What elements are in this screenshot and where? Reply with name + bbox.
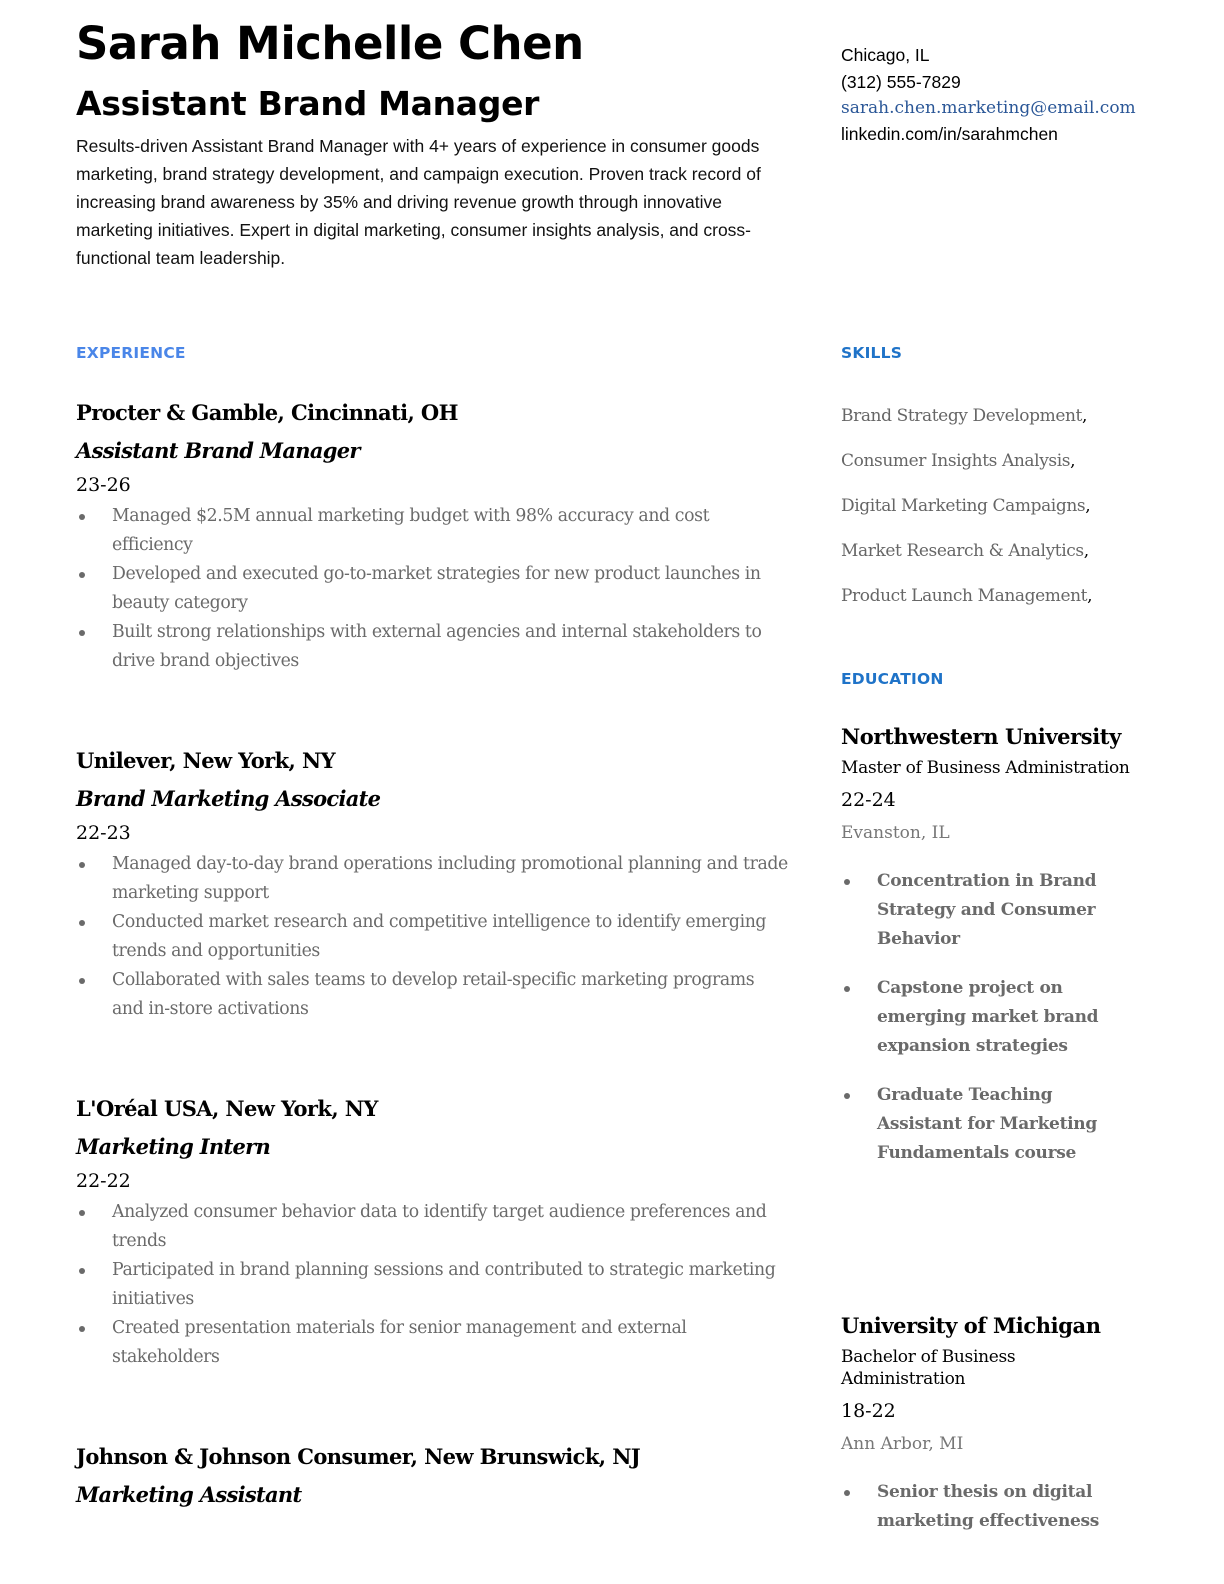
education-bullets <box>841 1478 1131 1536</box>
job-role: Brand Marketing Associate <box>76 786 381 811</box>
degree-name: Bachelor of Business Administration <box>841 1347 1016 1389</box>
skills-heading: SKILLS <box>841 344 903 362</box>
contact-location: Chicago, IL <box>841 45 930 65</box>
bullet-text: Built strong relationships with external agencies and internal stakeholders to drive brand objectives <box>112 622 762 671</box>
bullet-icon <box>844 986 850 992</box>
skill-item <box>841 394 1141 439</box>
bullet-icon <box>79 514 85 520</box>
bullet-icon <box>844 1490 850 1496</box>
job-bullet <box>76 966 788 1024</box>
job-dates: 22-23 <box>76 822 131 844</box>
degree-name: Master of Business Administration <box>841 758 1130 778</box>
job-entry <box>76 1094 788 1372</box>
resume-header <box>76 14 786 272</box>
bullet-text: Conducted market research and competitive intelligence to identify emerging trends and opportunities <box>112 912 767 961</box>
bullet-text: Participated in brand planning sessions and contributed to strategic marketing initiatives <box>112 1260 776 1309</box>
job-bullet <box>76 618 788 676</box>
job-bullet <box>76 1314 788 1372</box>
skill-item <box>841 574 1141 619</box>
education-entry <box>841 723 1131 1188</box>
skill-separator: , <box>1070 451 1076 471</box>
skill-text: Product Launch Management <box>841 586 1088 606</box>
job-bullet <box>76 850 788 908</box>
job-company: Unilever, New York, NY <box>76 748 335 773</box>
bullet-icon <box>79 978 85 984</box>
bullet-icon <box>79 630 85 636</box>
bullet-text: Graduate Teaching Assistant for Marketing Fundamentals course <box>877 1085 1097 1163</box>
bullet-icon <box>79 572 85 578</box>
skill-separator: , <box>1087 586 1093 606</box>
skill-text: Market Research & Analytics <box>841 541 1084 561</box>
bullet-text: Created presentation materials for senior management and external stakeholders <box>112 1318 687 1367</box>
skill-text: Brand Strategy Development <box>841 406 1082 426</box>
job-bullet <box>76 1256 788 1314</box>
education-bullet <box>841 867 1131 954</box>
bullet-icon <box>79 920 85 926</box>
job-role: Marketing Assistant <box>76 1482 302 1507</box>
school-name: University of Michigan <box>841 1313 1101 1338</box>
skill-text: Consumer Insights Analysis <box>841 451 1071 471</box>
job-dates: 23-26 <box>76 474 131 496</box>
bullet-icon <box>79 1210 85 1216</box>
skill-separator: , <box>1081 406 1087 426</box>
contact-linkedin: linkedin.com/in/sarahmchen <box>841 124 1058 144</box>
bullet-icon <box>844 1093 850 1099</box>
bullet-text: Managed day-to-day brand operations including promotional planning and trade marketing support <box>112 854 788 903</box>
bullet-text: Analyzed consumer behavior data to identify target audience preferences and trends <box>112 1202 767 1251</box>
contact-info <box>841 14 1141 148</box>
job-bullets <box>76 850 788 1024</box>
professional-summary: Results-driven Assistant Brand Manager with 4+ years of experience in consumer goods marketing, brand strategy development, and campaign execution. Proven track record of increasing brand awareness by 35% and driving revenue growth through innovative marketing initiatives. Expert in digital marketing, consumer insights analysis, and cross-functional team leadership. <box>76 136 761 268</box>
contact-phone: (312) 555-7829 <box>841 72 961 92</box>
education-bullet <box>841 974 1131 1061</box>
education-bullets <box>841 867 1131 1168</box>
bullet-text: Managed $2.5M annual marketing budget with 98% accuracy and cost efficiency <box>112 506 710 555</box>
bullet-icon <box>844 879 850 885</box>
job-company: L'Oréal USA, New York, NY <box>76 1096 378 1121</box>
skills-list <box>841 394 1141 619</box>
education-location: Ann Arbor, MI <box>841 1434 964 1454</box>
job-company: Johnson & Johnson Consumer, New Brunswick, NJ <box>76 1444 641 1469</box>
skill-item <box>841 484 1141 529</box>
skill-separator: , <box>1083 541 1089 561</box>
candidate-headline: Assistant Brand Manager <box>76 84 540 123</box>
job-bullet <box>76 560 788 618</box>
job-role: Assistant Brand Manager <box>76 438 360 463</box>
education-bullet <box>841 1081 1131 1168</box>
education-dates: 18-22 <box>841 1400 896 1422</box>
job-dates: 22-22 <box>76 1170 131 1192</box>
job-bullets <box>76 502 788 676</box>
education-location: Evanston, IL <box>841 823 950 843</box>
job-bullet <box>76 502 788 560</box>
job-bullet <box>76 908 788 966</box>
candidate-name: Sarah Michelle Chen <box>76 17 584 70</box>
bullet-text: Capstone project on emerging market brand expansion strategies <box>877 978 1099 1056</box>
school-name: Northwestern University <box>841 724 1121 749</box>
bullet-text: Concentration in Brand Strategy and Consumer Behavior <box>877 871 1097 949</box>
job-bullets <box>76 1198 788 1372</box>
bullet-icon <box>79 862 85 868</box>
skill-text: Digital Marketing Campaigns <box>841 496 1086 516</box>
job-role: Marketing Intern <box>76 1134 271 1159</box>
education-bullet <box>841 1478 1131 1536</box>
bullet-text: Collaborated with sales teams to develop retail-specific marketing programs and in-store activations <box>112 970 755 1019</box>
bullet-icon <box>79 1268 85 1274</box>
job-entry <box>76 398 788 676</box>
bullet-icon <box>79 1326 85 1332</box>
job-entry <box>76 1442 788 1510</box>
job-bullet <box>76 1198 788 1256</box>
education-heading: EDUCATION <box>841 670 944 688</box>
education-entry <box>841 1312 1131 1556</box>
bullet-text: Developed and executed go-to-market strategies for new product launches in beauty category <box>112 564 761 613</box>
skill-item <box>841 439 1141 484</box>
job-company: Procter & Gamble, Cincinnati, OH <box>76 400 458 425</box>
job-entry <box>76 746 788 1024</box>
contact-email-link[interactable]: sarah.chen.marketing@email.com <box>841 98 1136 118</box>
skill-separator: , <box>1085 496 1091 516</box>
education-dates: 22-24 <box>841 789 896 811</box>
experience-heading: EXPERIENCE <box>76 344 186 362</box>
skill-item <box>841 529 1141 574</box>
bullet-text: Senior thesis on digital marketing effectiveness <box>877 1482 1100 1531</box>
